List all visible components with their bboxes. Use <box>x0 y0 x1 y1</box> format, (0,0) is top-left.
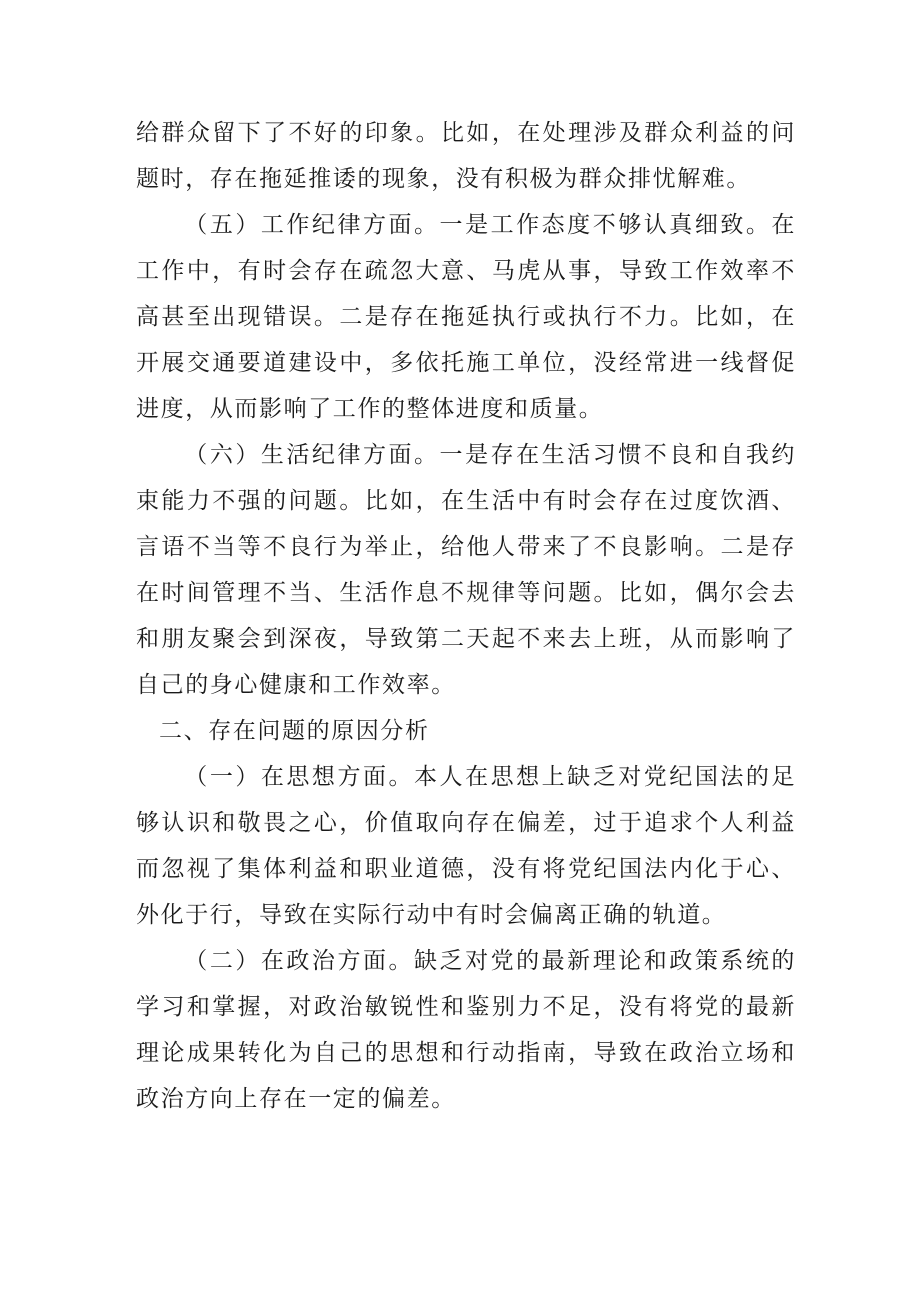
paragraph-work-discipline: （五）工作纪律方面。一是工作态度不够认真细致。在工作中，有时会存在疏忽大意、马虎从事，导致工作效率不高甚至出现错误。二是存在拖延执行或执行不力。比如，在开展交通要道建设中，多依托施工单位，没经常进一线督促进度，从而影响了工作的整体进度和质量。 <box>136 212 796 422</box>
paragraph-politics: （二）在政治方面。缺乏对党的最新理论和政策系统的学习和掌握，对政治敏锐性和鉴别力不足，没有将党的最新理论成果转化为自己的思想和行动指南，导致在政治立场和政治方向上存在一定的偏差。 <box>136 948 796 1112</box>
paragraph-ideology: （一）在思想方面。本人在思想上缺乏对党纪国法的足够认识和敬畏之心，价值取向存在偏差，过于追求个人利益而忽视了集体利益和职业道德，没有将党纪国法内化于心、外化于行，导致在实际行动中有时会偏离正确的轨道。 <box>136 764 796 928</box>
paragraph-life-discipline: （六）生活纪律方面。一是存在生活习惯不良和自我约束能力不强的问题。比如，在生活中有时会存在过度饮酒、言语不当等不良行为举止，给他人带来了不良影响。二是存在时间管理不当、生活作息不规律等问题。比如，偶尔会去和朋友聚会到深夜，导致第二天起不来去上班，从而影响了自己的身心健康和工作效率。 <box>136 442 796 698</box>
section-heading-cause-analysis: 二、存在问题的原因分析 <box>159 718 430 744</box>
document-body <box>136 110 796 1122</box>
paragraph-continuation: 给群众留下了不好的印象。比如，在处理涉及群众利益的问题时，存在拖延推诿的现象，没有积极为群众排忧解难。 <box>136 120 796 192</box>
